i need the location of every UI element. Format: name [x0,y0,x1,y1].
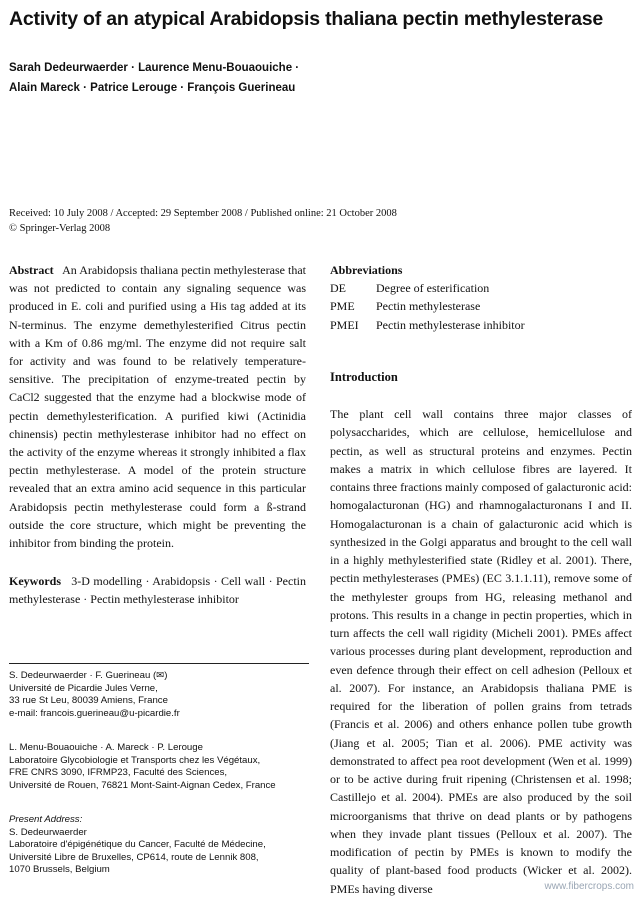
abstract-text: An Arabidopsis thaliana pectin methylesterase that was not predicted to contain any signaling sequence was produced in E. coli and purified using a His tag added at its N-terminus. The enzyme demethylesterified Citrus pectin with a Km of 0.86 mg/ml. The enzyme did not require salt for activity and was found to be relatively temperature-sensitive. The precipitation of enzyme-treated pectin by CaCl2 suggested that the enzyme had a blockwise mode of pectin demethylesterification. A purified kiwi (Actinidia chinensis) pectin methylesterase inhibitor had no effect on the activity of the enzyme whereas it strongly inhibited a flax pectin methylesterase. A model of the protein structure revealed that an extra amino acid sequence in this particular Arabidopsis pectin methylesterase could form a ß-strand outside the core structure, which might be preventing the inhibitor from binding the protein. [9,263,306,551]
abbreviation-definition: Pectin methylesterase [376,299,481,314]
abbreviation-row [330,316,632,334]
abbreviations-title: Abbreviations [330,263,403,277]
abbreviation-key: PMEI [330,317,359,332]
affiliation-divider [9,663,309,664]
abbreviation-row [330,279,632,297]
affiliation-line: Université de Picardie Jules Verne, [9,682,158,694]
abbreviation-row [330,297,632,315]
affiliation-line: Université Libre de Bruxelles, CP614, route de Lennik 808, [9,851,259,863]
abstract [9,261,306,552]
affiliation-block-3 [9,814,309,877]
copyright-line: © Springer-Verlag 2008 [9,223,111,234]
abbreviations [330,261,632,334]
affiliation-line: S. Dedeurwaerder [9,826,87,838]
affiliation-line: 1070 Brussels, Belgium [9,864,110,875]
author-list [9,58,329,98]
affiliation-block-1 [9,670,309,720]
affiliation-line: S. Dedeurwaerder · F. Guerineau (✉) [9,670,168,681]
affiliation-line: L. Menu-Bouaouiche · A. Mareck · P. Lerouge [9,742,203,753]
keywords-label: Keywords [9,574,61,589]
keywords [9,572,306,608]
introduction-heading: Introduction [330,370,398,384]
affiliation-line: Laboratoire d'épigénétique du Cancer, Faculté de Médecine, [9,839,266,850]
abstract-label: Abstract [9,263,54,277]
affiliation-line: Laboratoire Glycobiologie et Transports chez les Végétaux, [9,754,261,766]
dates-line: Received: 10 July 2008 / Accepted: 29 September 2008 / Published online: 21 October 2008 [9,208,397,219]
paper-title: Activity of an atypical Arabidopsis thaliana pectin methylesterase [9,8,604,30]
affiliation-line: 33 rue St Leu, 80039 Amiens, France [9,695,168,706]
present-address-label: Present Address: [9,814,83,825]
affiliation-email: e-mail: francois.guerineau@u-picardie.fr [9,707,180,719]
introduction-text: The plant cell wall contains three major classes of polysaccharides, which are cellulose, hemicellulose and pectin, as well as structural proteins and enzymes. Pectin makes a matrix in which cellulose fibres are layered. It contains three fractions mainly composed of galacturonic acid: homogalacturonan (HG) and rhamnogalacturonans I and II. Homogalacturonan is a chain of galacturonic acid which is synthesized in the Golgi apparatus and brought to the cell wall in a highly methylesterified state (Ridley et al. 2001). There, pectin methylesterases (PMEs) (EC 3.1.1.11), remove some of the methylester groups from HG, releasing methanol and protons. This results in a change in pectin properties, which in turn affects the cell wall rigidity (Micheli 2001). PMEs affect various processes during plant development, reproduction and even defence through their effect on cell adhesion (Pelloux et al. 2007). For instance, an Arabidopsis thaliana PME is required for the liberation of pollen grains from tetrads (Francis et al. 2006) and others enhance pollen tube growth (Jiang et al. 2005; Tian et al. 2006). PME activity was demonstrated to affect pea root development (Wen et al. 1999) or to be active during fruit ripening (Christensen et al. 1998; Castillejo et al. 2004). PMEs are also produced by the soil microorganisms that thrive on dead plants or by pathogens when they invade plant tissues (Pelloux et al. 2007). The modification of pectin by PMEs is known to modify the quality of plant-based food products (Wicker et al. 2002). PMEs having diverse [330,407,632,896]
affiliation-line: FRE CNRS 3090, IFRMP23, Faculté des Sciences, [9,767,228,778]
abbreviation-key: PME [330,299,355,314]
abbreviation-definition: Degree of esterification [376,281,490,296]
author-line: Alain Mareck · Patrice Lerouge · François Guerineau [9,82,296,94]
abbreviation-key: DE [330,281,346,296]
left-column [9,261,306,609]
affiliation-line: Université de Rouen, 76821 Mont-Saint-Aignan Cedex, France [9,779,276,791]
affiliation-block-2 [9,742,309,792]
site-watermark: www.fibercrops.com [544,881,634,892]
publication-dates [9,206,609,236]
keywords-text: 3-D modelling · Arabidopsis · Cell wall · Pectin methylesterase · Pectin methylesterase inhibitor [9,574,306,607]
abbreviation-definition: Pectin methylesterase inhibitor [376,317,525,332]
author-line: Sarah Dedeurwaerder · Laurence Menu-Bouaouiche · [9,62,300,74]
